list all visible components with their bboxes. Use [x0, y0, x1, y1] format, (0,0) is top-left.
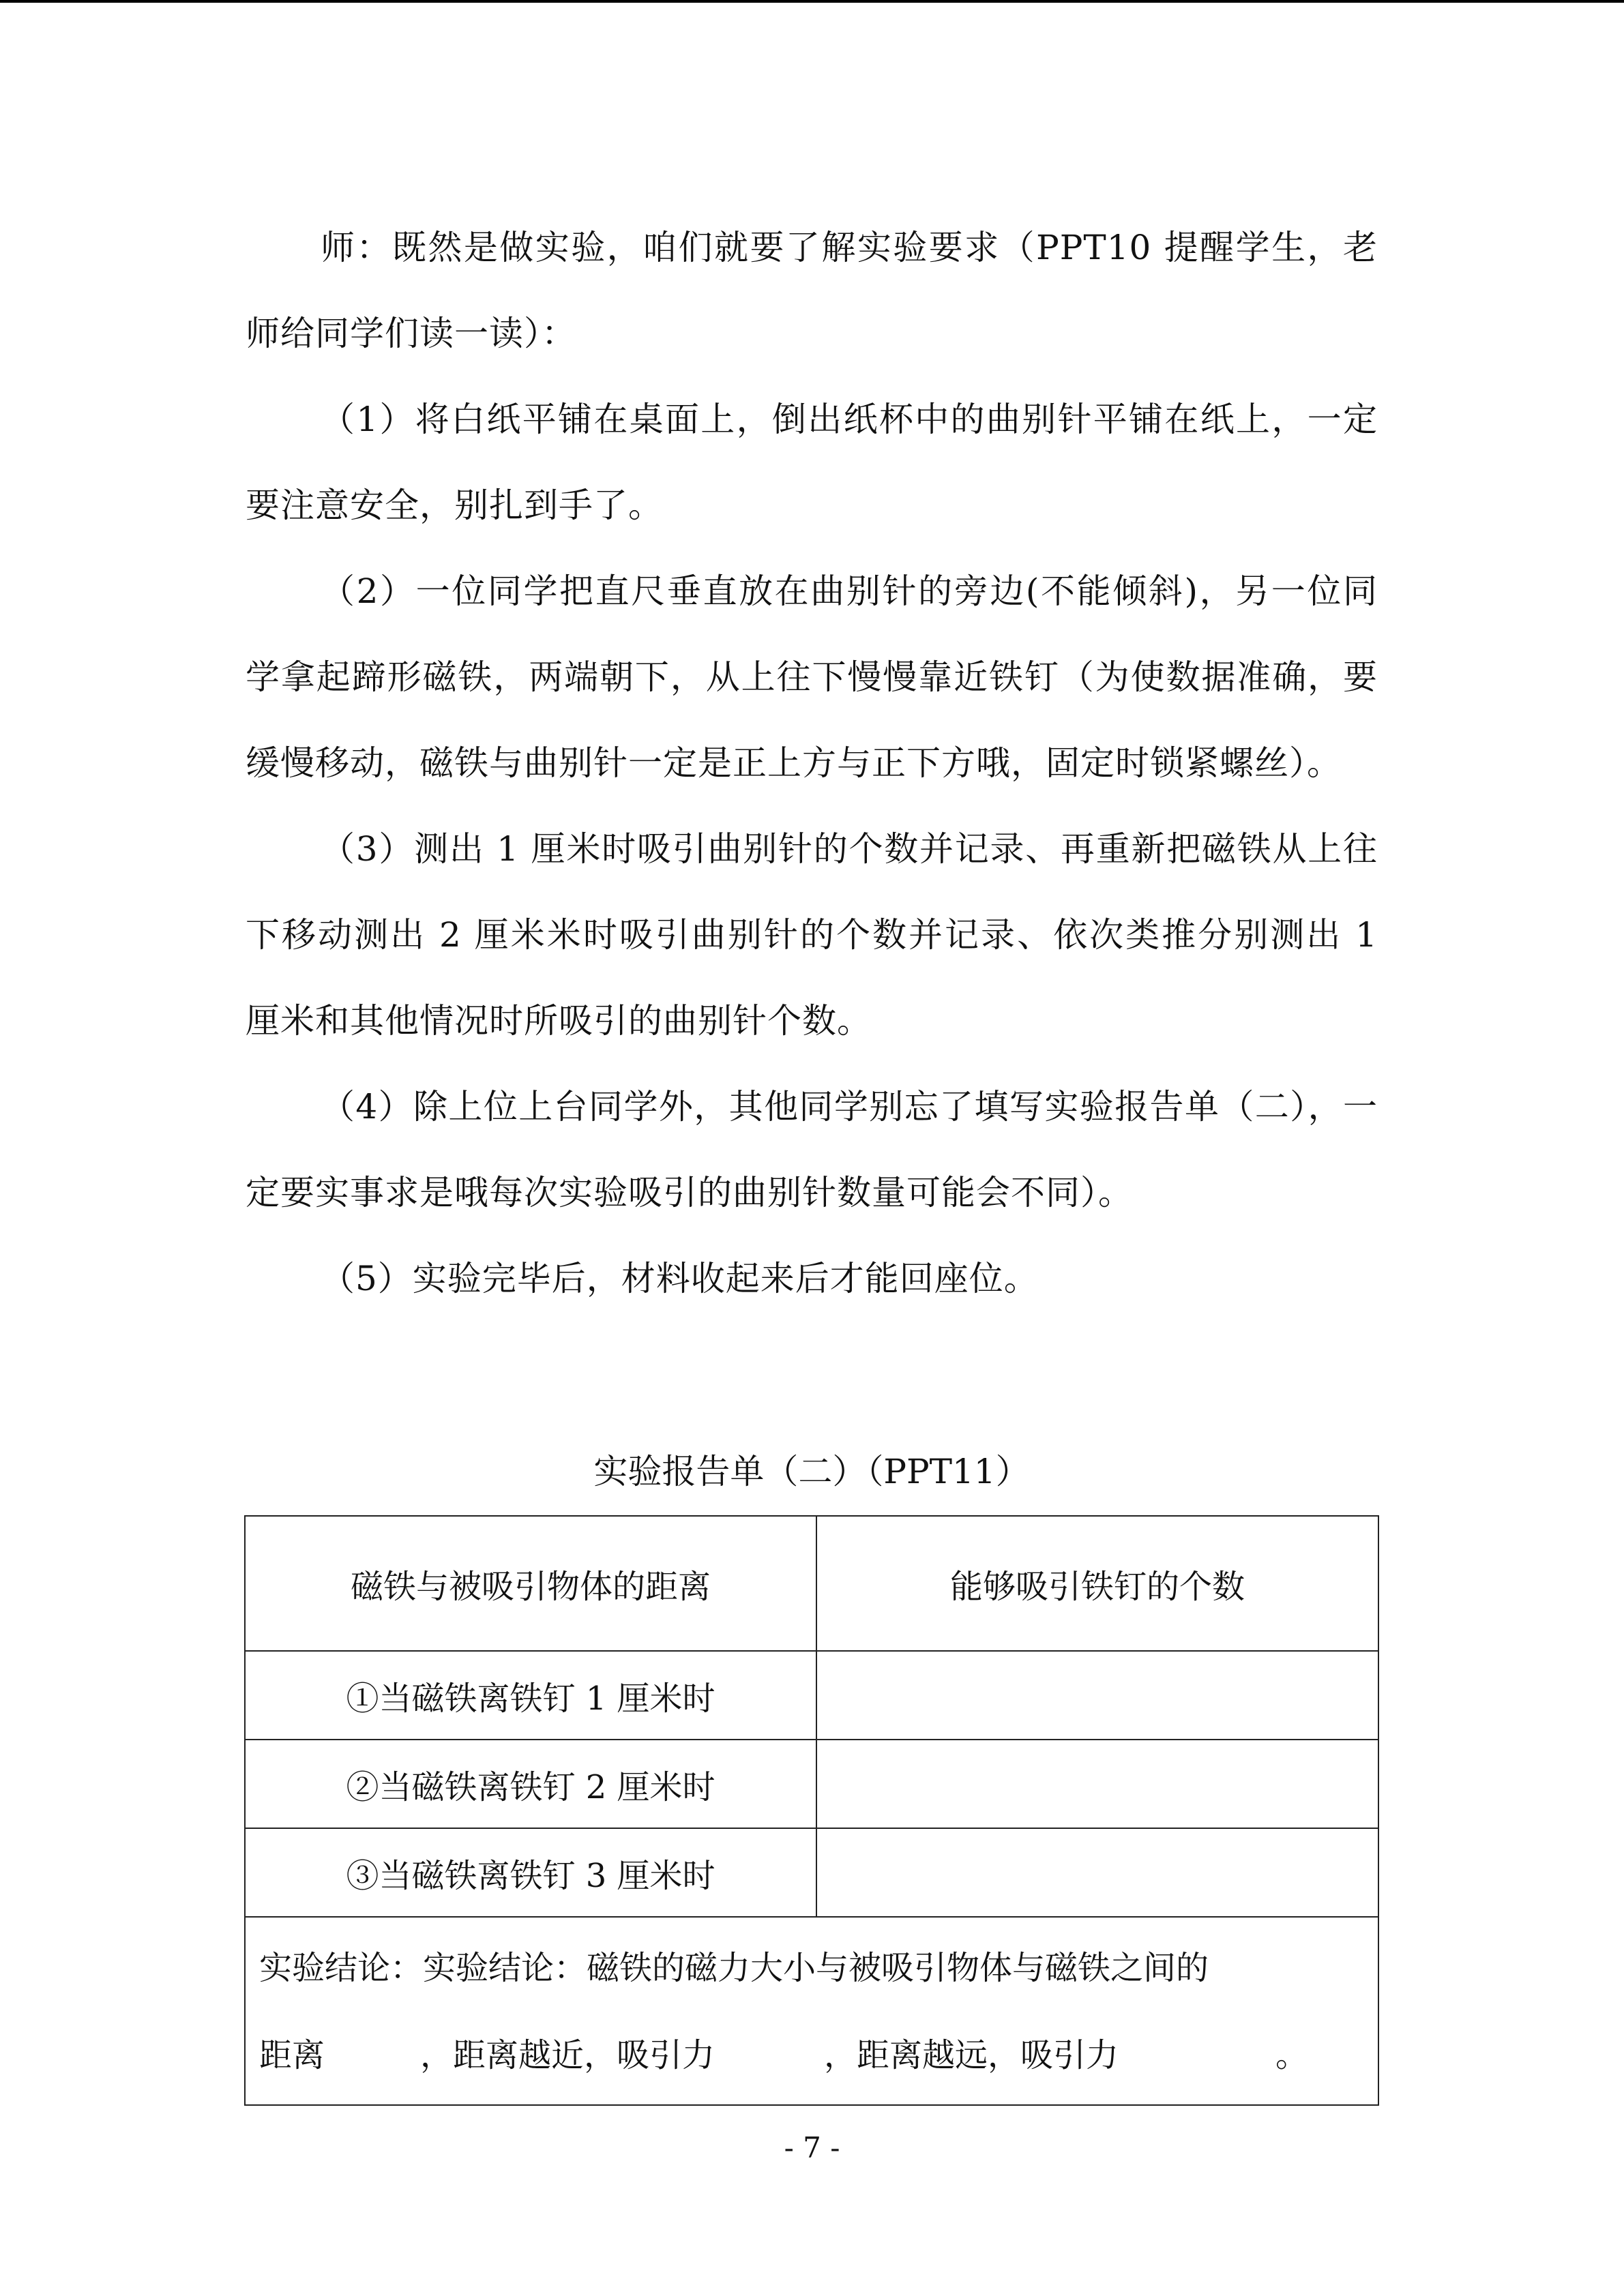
requirement-5: （5）实验完毕后，材料收起来后才能回座位。 — [321, 1259, 1039, 1298]
conclusion-cell — [245, 1917, 1378, 2105]
row-count-cell[interactable] — [816, 1828, 1378, 1917]
intro-paragraph: 师：既然是做实验，咱们就要了解实验要求（PPT10 提醒学生，老师给同学们读一读）： — [246, 228, 1378, 353]
conclusion-line-1: 实验结论：实验结论：磁铁的磁力大小与被吸引物体与磁铁之间的 — [259, 1949, 1209, 1987]
header-count: 能够吸引铁钉的个数 — [816, 1516, 1378, 1651]
requirement-1: （1）将白纸平铺在桌面上，倒出纸杯中的曲别针平铺在纸上，一定要注意安全，别扎到手了。 — [246, 400, 1378, 525]
table-row — [245, 1828, 1378, 1917]
row-count-cell[interactable] — [816, 1740, 1378, 1828]
row-distance: ②当磁铁离铁钉 2 厘米时 — [245, 1740, 816, 1828]
conclusion-row — [245, 1917, 1378, 2105]
requirement-3: （3）测出 1 厘米时吸引曲别针的个数并记录、再重新把磁铁从上往下移动测出 2 厘米米时吸引曲别针的个数并记录、依次类推分别测出 1 厘米和其他情况时所吸引的曲别针个数。 — [246, 829, 1378, 1041]
requirement-4: （4）除上位上台同学外，其他同学别忘了填写实验报告单（二），一定要实事求是哦每次实验吸引的曲别针数量可能会不同）。 — [246, 1087, 1378, 1212]
conclusion-part-2: ，距离越近，吸引力 — [420, 2036, 715, 2074]
report-table — [244, 1515, 1379, 2106]
header-distance: 磁铁与被吸引物体的距离 — [245, 1516, 816, 1651]
table-caption: 实验报告单（二）（PPT11） — [593, 1452, 1030, 1491]
page-number: - 7 - — [784, 2131, 840, 2164]
table-header-row — [245, 1516, 1378, 1651]
row-count-cell[interactable] — [816, 1651, 1378, 1740]
document-body — [246, 205, 1378, 1322]
conclusion-part-1: 距离 — [259, 2036, 325, 2074]
page-top-border — [0, 0, 1624, 3]
conclusion-part-4: 。 — [1275, 2036, 1309, 2074]
table-row — [245, 1740, 1378, 1828]
requirement-2: （2）一位同学把直尺垂直放在曲别针的旁边(不能倾斜)，另一位同学拿起蹄形磁铁，两端朝下，从上往下慢慢靠近铁钉（为使数据准确，要缓慢移动，磁铁与曲别针一定是正上方与正下方哦，固定时锁紧螺丝）。 — [246, 571, 1378, 783]
table-row — [245, 1651, 1378, 1740]
conclusion-line-2 — [259, 2012, 1364, 2099]
conclusion-part-3: ，距离越远，吸引力 — [824, 2036, 1119, 2074]
row-distance: ①当磁铁离铁钉 1 厘米时 — [245, 1651, 816, 1740]
row-distance: ③当磁铁离铁钉 3 厘米时 — [245, 1828, 816, 1917]
